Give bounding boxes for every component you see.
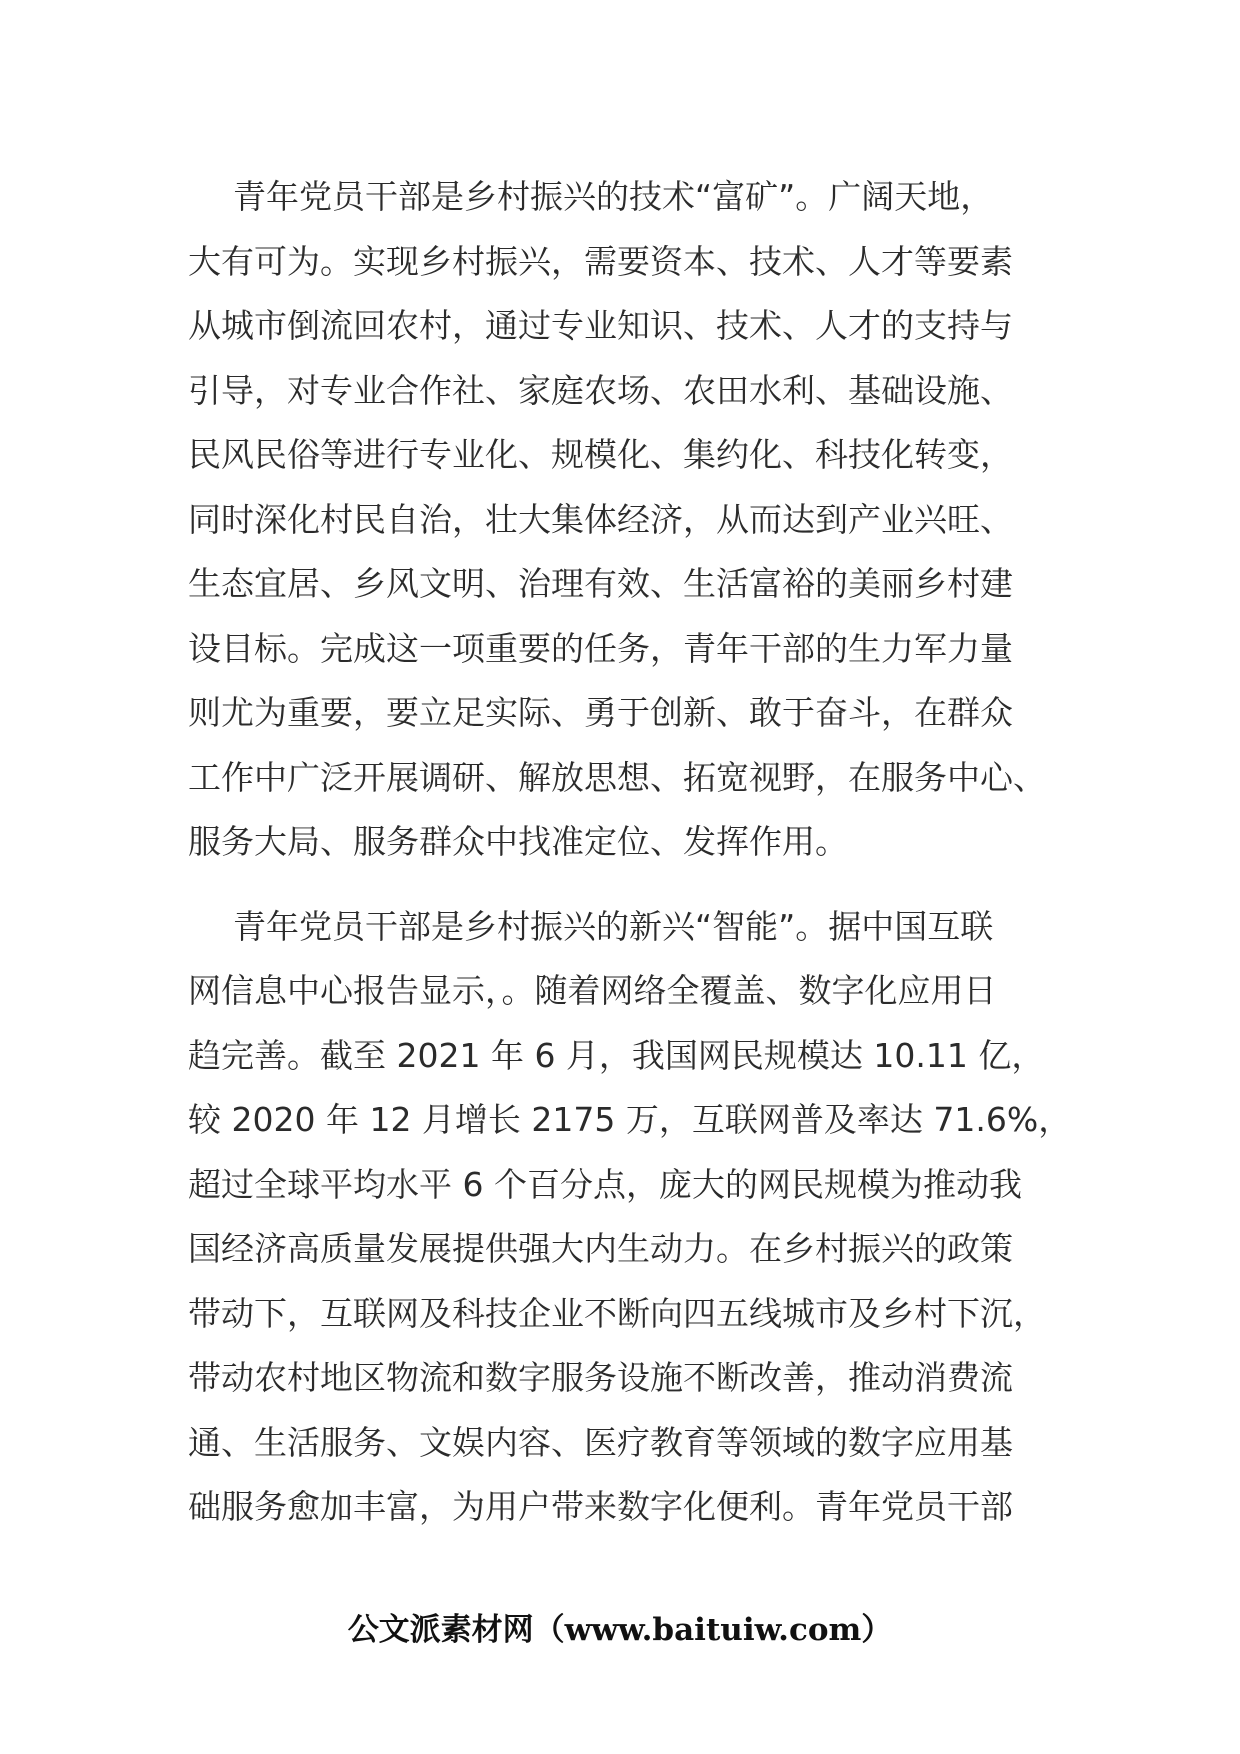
footer-watermark: 公文派素材网（www.baituiw.com） (347, 1612, 893, 1648)
text-line: 国经济高质量发展提供强大内生动力。在乡村振兴的政策 (188, 1229, 1013, 1268)
text-line: 生态宜居、乡风文明、治理有效、生活富裕的美丽乡村建 (188, 564, 1013, 603)
text-line: 设目标。完成这一项重要的任务，青年干部的生力军力量 (188, 628, 1013, 668)
text-line: 青年党员干部是乡村振兴的技术“富矿”。广阔天地， (233, 177, 994, 216)
text-line: 同时深化村民自治，壮大集体经济，从而达到产业兴旺、 (188, 499, 1013, 539)
text-line: 趋完善。截至 2021 年 6 月，我国网民规模达 10.11 亿， (188, 1035, 1045, 1075)
text-line: 引导，对专业合作社、家庭农场、农田水利、基础设施、 (188, 370, 1013, 410)
text-line: 超过全球平均水平 6 个百分点，庞大的网民规模为推动我 (188, 1164, 1022, 1204)
text-line: 从城市倒流回农村，通过专业知识、技术、人才的支持与 (188, 306, 1013, 345)
text-line: 民风民俗等进行专业化、规模化、集约化、科技化转变， (188, 435, 1013, 474)
document-body (188, 165, 1072, 1540)
text-line: 较 2020 年 12 月增长 2175 万，互联网普及率达 71.6%， (188, 1100, 1072, 1139)
text-line: 青年党员干部是乡村振兴的新兴“智能”。据中国互联 (233, 906, 994, 946)
paragraph-emerging-intelligence (188, 895, 1072, 1540)
text-line: 大有可为。实现乡村振兴，需要资本、技术、人才等要素 (188, 241, 1013, 281)
text-line: 网信息中心报告显示，。随着网络全覆盖、数字化应用日 (188, 971, 997, 1010)
paragraph-technology-mine (188, 165, 1068, 875)
text-line: 带动下，互联网及科技企业不断向四五线城市及乡村下沉， (188, 1293, 1046, 1333)
text-line: 通、生活服务、文娱内容、医疗教育等领域的数字应用基 (188, 1422, 1013, 1462)
text-line: 则尤为重要，要立足实际、勇于创新、敢于奋斗，在群众 (188, 693, 1013, 732)
text-line: 工作中广泛开展调研、解放思想、拓宽视野，在服务中心、 (188, 757, 1046, 797)
text-line: 带动农村地区物流和数字服务设施不断改善，推动消费流 (188, 1358, 1013, 1397)
text-line: 础服务愈加丰富，为用户带来数字化便利。青年党员干部 (188, 1487, 1013, 1526)
text-line: 服务大局、服务群众中找准定位、发挥作用。 (188, 822, 848, 861)
